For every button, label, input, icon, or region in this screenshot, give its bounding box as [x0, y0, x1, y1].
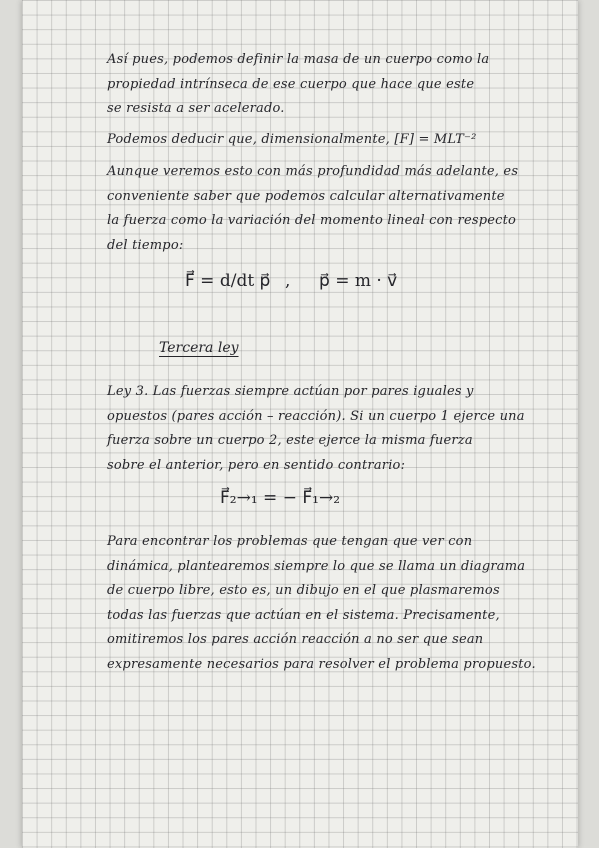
text-line: propiedad intrínseca de ese cuerpo que hace que este	[107, 76, 475, 92]
paragraph-dimensional: Podemos deducir que, dimensionalmente, [F] = MLT⁻²	[107, 132, 477, 147]
text-line: se resista a ser acelerado.	[107, 101, 285, 116]
text-line: todas las fuerzas que actúan en el sistema. Precisamente,	[107, 607, 500, 623]
text-line: de cuerpo libre, esto es, un dibujo en el que plasmaremos	[107, 583, 500, 598]
text-line: Así pues, podemos definir la masa de un cuerpo como la	[107, 52, 490, 67]
section-heading: Tercera ley	[159, 340, 239, 356]
text-line: fuerza sobre un cuerpo 2, este ejerce la misma fuerza	[107, 433, 473, 448]
text-line: sobre el anterior, pero en sentido contrario:	[107, 457, 406, 473]
text-line: Ley 3. Las fuerzas siempre actúan por pares iguales y	[107, 384, 474, 399]
text-line: opuestos (pares acción – reacción). Si un cuerpo 1 ejerce una	[107, 408, 525, 424]
equation-separator: ,	[285, 271, 291, 291]
text-line: dinámica, plantearemos siempre lo que se llama un diagrama	[107, 558, 526, 574]
equation-force-momentum: F⃗ = d/dt p⃗	[185, 271, 271, 291]
text-line: omitiremos los pares acción reacción a no ser que sean	[107, 632, 484, 647]
text-line: del tiempo:	[107, 237, 184, 253]
text-line: Para encontrar los problemas que tengan que ver con	[107, 534, 473, 549]
text-line: Aunque veremos esto con más profundidad más adelante, es	[107, 164, 519, 179]
notebook-page	[22, 0, 578, 848]
paragraph-third-law	[107, 380, 525, 478]
text-line: conveniente saber que podemos calcular alternativamente	[107, 188, 505, 204]
text-line: la fuerza como la variación del momento lineal con respecto	[107, 213, 517, 228]
equation-momentum-definition: p⃗ = m · v⃗	[319, 271, 398, 291]
paragraph-momentum	[107, 160, 518, 258]
paragraph-free-body	[107, 530, 536, 677]
text-line: expresamente necesarios para resolver el problema propuesto.	[107, 656, 536, 672]
paragraph-mass-definition	[107, 48, 489, 122]
equation-action-reaction: F⃗₂→₁ = − F⃗₁→₂	[220, 488, 341, 508]
